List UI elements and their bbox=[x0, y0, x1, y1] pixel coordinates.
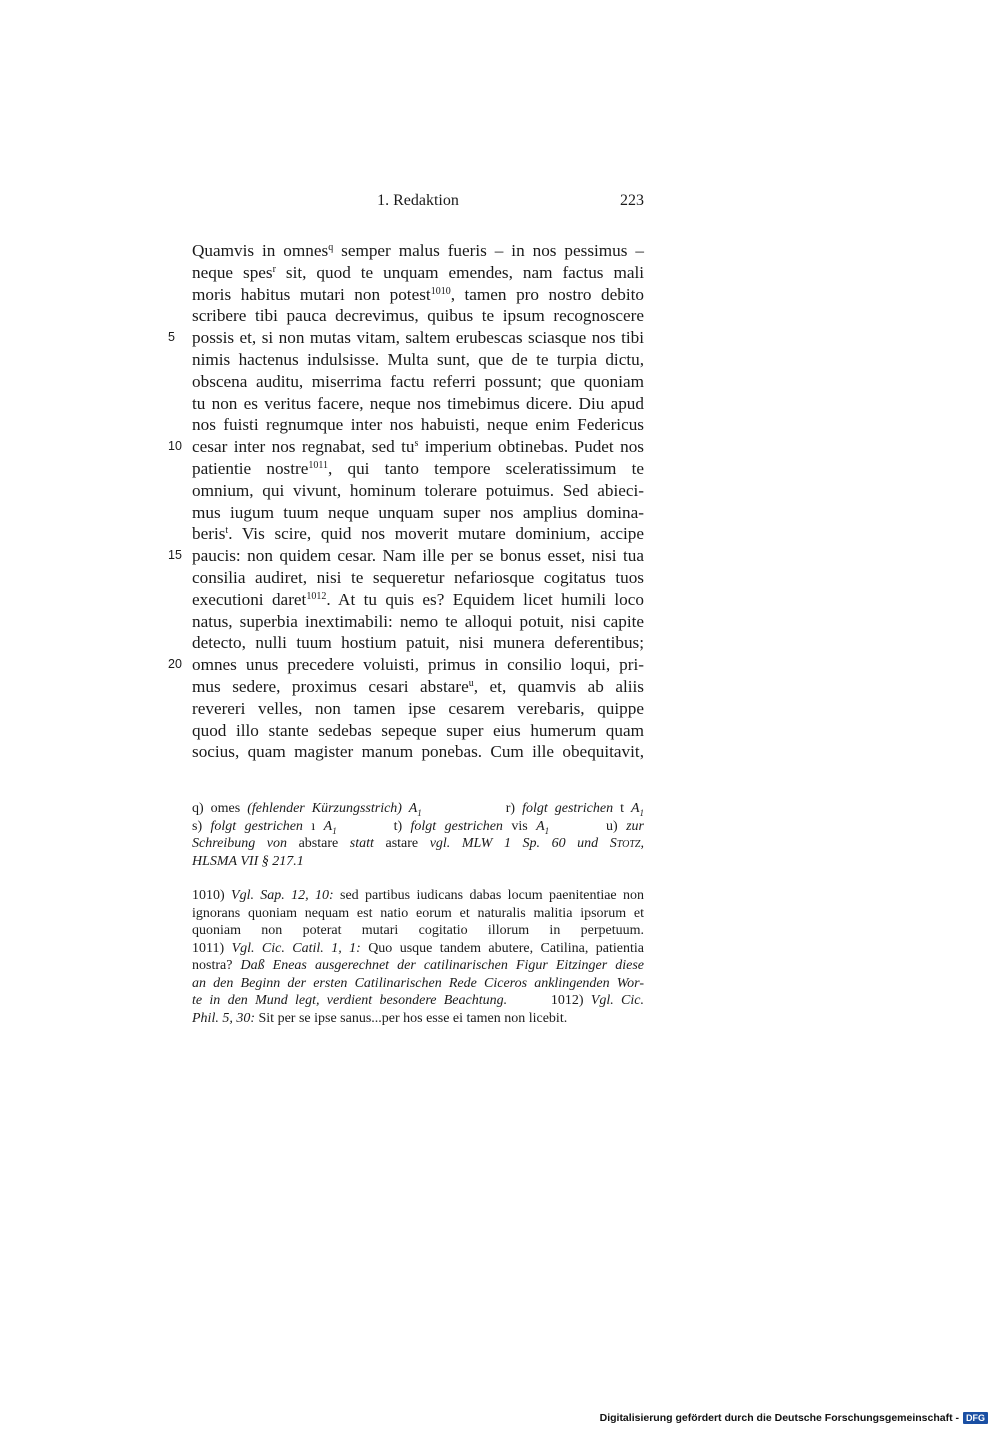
note-marker: q bbox=[328, 242, 334, 253]
apparatus-line: s) folgt gestrichen ı $A_1$ t) folgt gestrichen vis $A_1$ u) zur bbox=[192, 818, 644, 836]
main-text bbox=[168, 240, 644, 763]
source-notes bbox=[192, 887, 644, 1027]
note-line: an den Beginn der ersten Catilinarischen Rede Ciceros anklingenden Wor- bbox=[192, 975, 644, 991]
note-marker: r bbox=[272, 263, 276, 275]
text-line: tu non es veritus facere, neque nos timebimus dicere. Diu apud bbox=[192, 393, 644, 413]
dfg-footer-banner bbox=[600, 1412, 988, 1424]
text-line: 5 possis et, si non mutas vitam, saltem erubescas sciasque nos tibi bbox=[168, 328, 644, 348]
page-number: 223 bbox=[620, 192, 644, 209]
line-number: 5 bbox=[168, 330, 175, 345]
text-line: socius, quam magister manum ponebas. Cum ille obequitavit, bbox=[192, 742, 644, 762]
running-head bbox=[192, 192, 644, 214]
text-line: consilia audiret, nisi te sequeretur nefariosque cogitatus tuos bbox=[192, 567, 644, 587]
text-line: omnium, qui vivunt, hominum tolerare potuimus. Sed abieci- bbox=[192, 480, 644, 500]
line-number: 15 bbox=[168, 548, 182, 563]
line-number: 20 bbox=[168, 657, 182, 672]
note-line: quoniam non poterat mutari cogitatio illorum in perpetuum. bbox=[192, 923, 644, 938]
apparatus-line: Schreibung von abstare statt astare vgl. MLW 1 Sp. 60 und Stotz, bbox=[192, 836, 644, 851]
text-line: natus, superbia inextimabili: nemo te alloqui potuit, nisi capite bbox=[192, 611, 644, 631]
note-marker: 1012 bbox=[306, 590, 327, 602]
text-line: mus sedere, proximus cesari abstare$^u$, et, quamvis ab aliis bbox=[192, 676, 644, 696]
note-line: Phil. 5, 30: Sit per se ipse sanus...per hos esse ei tamen non licebit. bbox=[192, 1010, 568, 1026]
note-line: ignorans quoniam nequam est natio eorum et naturalis malitia ipsorum et bbox=[192, 905, 644, 921]
note-marker: s bbox=[414, 438, 419, 450]
text-line: moris habitus mutari non potest$^{1010}$, tamen pro nostro debito bbox=[192, 284, 644, 304]
running-head-title: 1. Redaktion bbox=[377, 192, 459, 209]
note-line: 1010) Vgl. Sap. 12, 10: sed partibus iudicans dabas locum paenitentiae non bbox=[192, 888, 644, 903]
dfg-logo-icon: DFG bbox=[963, 1412, 988, 1424]
footer-text: Digitalisierung gefördert durch die Deutsche Forschungsgemeinschaft - bbox=[599, 1412, 959, 1424]
text-line: 20 omnes unus precedere voluisti, primus in consilio loqui, pri- bbox=[168, 655, 644, 675]
line-number: 10 bbox=[168, 439, 182, 454]
text-line: revereri velles, non tamen ipse cesarem verebaris, quippe bbox=[192, 698, 644, 718]
text-line: mus iugum tuum neque unquam super nos amplius domina- bbox=[192, 502, 644, 522]
note-marker: u bbox=[468, 677, 474, 689]
text-line: scribere tibi pauca decrevimus, quibus te ipsum recognoscere bbox=[192, 306, 644, 326]
apparatus-line: q) omes (fehlender Kürzungsstrich) $A_1$ r) folgt gestrichen t $A_1$ bbox=[192, 801, 645, 818]
note-line: nostra? Daß Eneas ausgerechnet der catilinarischen Figur Eitzinger diese bbox=[192, 958, 644, 973]
text-line: quod illo stante sedebas sepeque super eius humerum quam bbox=[192, 720, 644, 740]
text-line: beris$^t$. Vis scire, quid nos moverit mutare dominium, accipe bbox=[192, 524, 644, 544]
text-line: nimis hactenus indulsisse. Multa sunt, que de te turpia dictu, bbox=[192, 349, 644, 369]
text-line: patientie nostre$^{1011}$, qui tanto tempore sceleratissimum te bbox=[192, 458, 644, 478]
note-marker: 1011 bbox=[308, 459, 328, 471]
text-line: executioni daret$^{1012}$. At tu quis es? Equidem licet humili loco bbox=[192, 589, 644, 609]
note-marker: 1010 bbox=[430, 285, 451, 297]
text-line: neque spes$^r$ sit, quod te unquam emendes, nam factus mali bbox=[192, 262, 644, 282]
text-line: Quamvis in omnes$^q$ semper malus fueris – in nos pessimus – bbox=[192, 241, 644, 260]
text-line: detecto, nulli tuum hostium patuit, nisi munera deferentibus; bbox=[192, 633, 644, 653]
note-marker: t bbox=[225, 525, 229, 537]
text-line: 15 paucis: non quidem cesar. Nam ille per se bonus esset, nisi tua bbox=[168, 546, 644, 566]
note-line: te in den Mund legt, verdient besondere Beachtung. 1012) Vgl. Cic. bbox=[192, 993, 644, 1008]
critical-apparatus bbox=[192, 800, 644, 870]
apparatus-line: HLSMA VII § 217.1 bbox=[192, 853, 304, 869]
text-line: obscena auditu, miserrima factu referri possunt; que quoniam bbox=[192, 371, 644, 391]
text-line: 10 cesar inter nos regnabat, sed $tu^s$ imperium obtinebas. Pudet nos bbox=[168, 437, 644, 457]
note-line: 1011) Vgl. Cic. Catil. 1, 1: Quo usque tandem abutere, Catilina, patientia bbox=[192, 940, 644, 956]
text-line: nos fuisti regnumque inter nos habuisti, neque enim Federicus bbox=[192, 415, 644, 435]
